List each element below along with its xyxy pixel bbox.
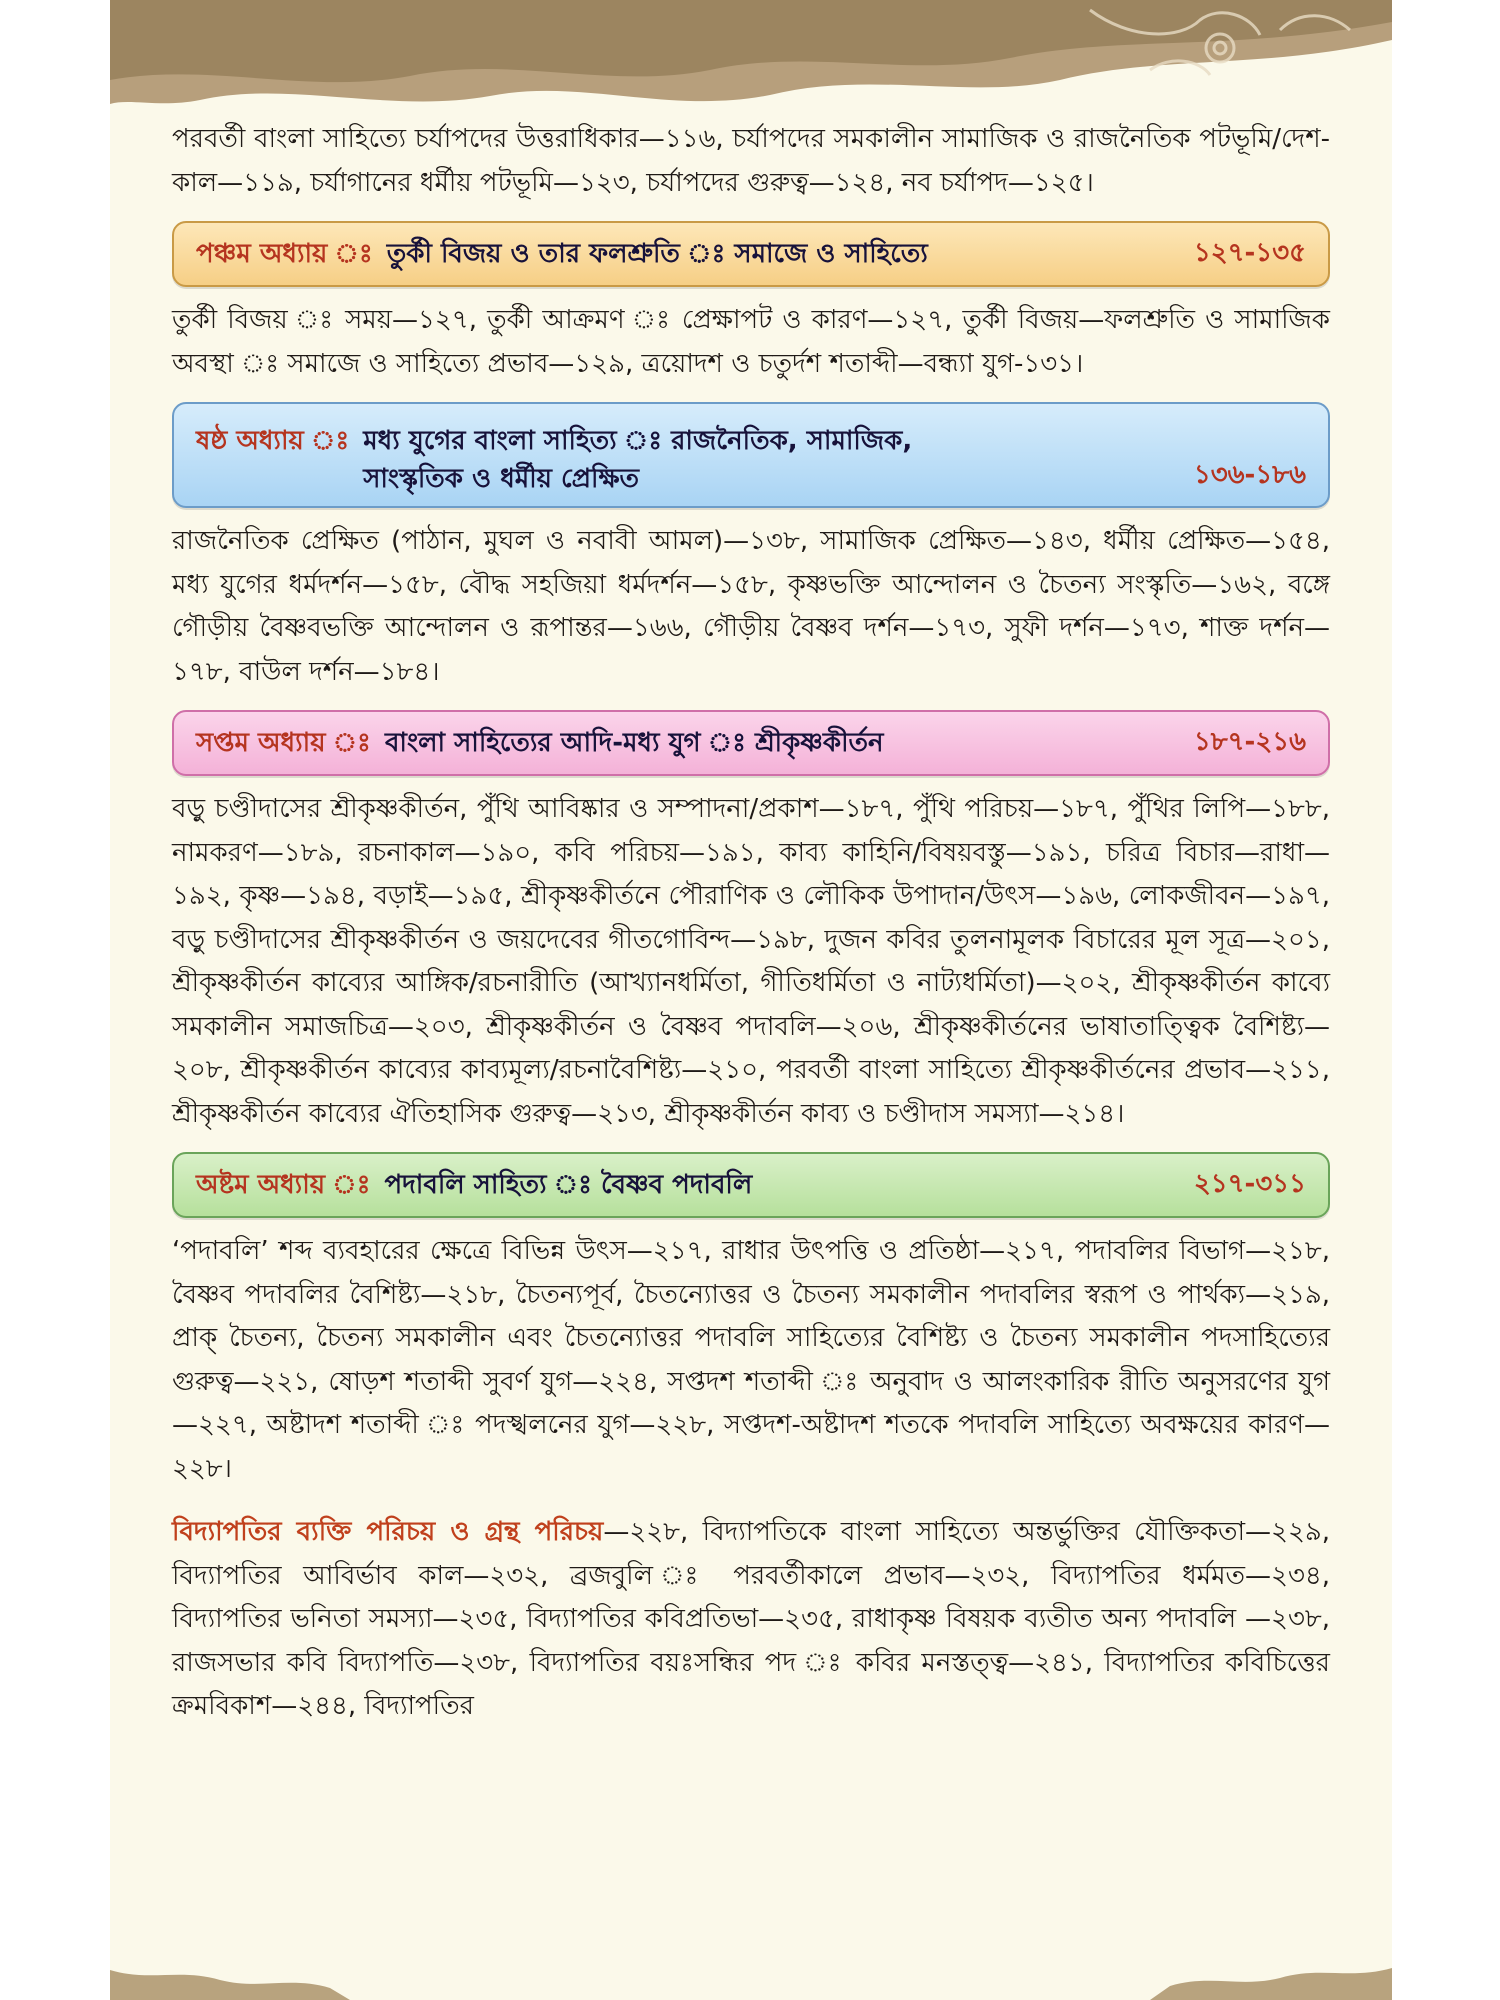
chapter-8-heading	[172, 1152, 1330, 1218]
chapter-label: পঞ্চম অধ্যায় ঃ	[196, 239, 373, 269]
chapter-title-line-2: সাংস্কৃতিক ও ধর্মীয় প্রেক্ষিত	[363, 464, 640, 494]
chapter-6-heading	[172, 402, 1330, 508]
chapter-label: সপ্তম অধ্যায় ঃ	[196, 728, 371, 758]
chapter-page-range: ১২৭-১৩৫	[1193, 238, 1306, 268]
chapter-page-range: ১৩৬-১৮৬	[1193, 460, 1306, 490]
chapter-6-contents: রাজনৈতিক প্রেক্ষিত (পাঠান, মুঘল ও নবাবী আমল)—১৩৮, সামাজিক প্রেক্ষিত—১৪৩, ধর্মীয় প্রেক্ষিত—১৫৪, মধ্য যুগের ধর্মদর্শন—১৫৮, বৌদ্ধ সহজিয়া ধর্মদর্শন—১৫৮, কৃষ্ণভক্তি আন্দোলন ও চৈতন্য সংস্কৃতি—১৬২, বঙ্গে গৌড়ীয় বৈষ্ণবভক্তি আন্দোলন ও রূপান্তর—১৬৬, গৌড়ীয় বৈষ্ণব দর্শন—১৭৩, সুফী দর্শন—১৭৩, শাক্ত দর্শন—১৭৮, বাউল দর্শন—১৮৪।	[172, 526, 1330, 687]
intro-paragraph: পরবর্তী বাংলা সাহিত্যে চর্যাপদের উত্তরাধিকার—১১৬, চর্যাপদের সমকালীন সামাজিক ও রাজনৈতিক পটভূমি/দেশ-কাল—১১৯, চর্যাগানের ধর্মীয় পটভূমি—১২৩, চর্যাপদের গুরুত্ব—১২৪, নব চর্যাপদ—১২৫।	[172, 124, 1330, 198]
book-page	[110, 0, 1392, 2000]
chapter-8-contents: ‘পদাবলি’ শব্দ ব্যবহারের ক্ষেত্রে বিভিন্ন উৎস—২১৭, রাধার উৎপত্তি ও প্রতিষ্ঠা—২১৭, পদাবলির বিভাগ—২১৮, বৈষ্ণব পদাবলির বৈশিষ্ট্য—২১৮, চৈতন্যপূর্ব, চৈতন্যোত্তর ও চৈতন্য সমকালীন পদাবলির স্বরূপ ও পার্থক্য—২১৯, প্রাক্ চৈতন্য, চৈতন্য সমকালীন এবং চৈতন্যোত্তর পদাবলি সাহিত্যের বৈশিষ্ট্য ও চৈতন্য সমকালীন পদসাহিত্যের গুরুত্ব—২২১, ষোড়শ শতাব্দী সুবর্ণ যুগ—২২৪, সপ্তদশ শতাব্দী ঃ অনুবাদ ও আলংকারিক রীতি অনুসরণের যুগ—২২৭, অষ্টাদশ শতাব্দী ঃ পদস্খলনের যুগ—২২৮, সপ্তদশ-অষ্টাদশ শতকে পদাবলি সাহিত্যে অবক্ষয়ের কারণ—২২৮।	[172, 1236, 1330, 1484]
chapter-title: পদাবলি সাহিত্য ঃ বৈষ্ণব পদাবলি	[384, 1170, 753, 1200]
decorative-footer-ornament	[110, 1940, 1392, 2000]
chapter-7-contents: বড়ু চণ্ডীদাসের শ্রীকৃষ্ণকীর্তন, পুঁথি আবিষ্কার ও সম্পাদনা/প্রকাশ—১৮৭, পুঁথি পরিচয়—১৮৭, পুঁথির লিপি—১৮৮, নামকরণ—১৮৯, রচনাকাল—১৯০, কবি পরিচয়—১৯১, কাব্য কাহিনি/বিষয়বস্তু—১৯১, চরিত্র বিচার—রাধা—১৯২, কৃষ্ণ—১৯৪, বড়াই—১৯৫, শ্রীকৃষ্ণকীর্তনে পৌরাণিক ও লৌকিক উপাদান/উৎস—১৯৬, লোকজীবন—১৯৭, বড়ু চণ্ডীদাসের শ্রীকৃষ্ণকীর্তন ও জয়দেবের গীতগোবিন্দ—১৯৮, দুজন কবির তুলনামূলক বিচারের মূল সূত্র—২০১, শ্রীকৃষ্ণকীর্তন কাব্যের আঙ্গিক/রচনারীতি (আখ্যানধর্মিতা, গীতিধর্মিতা ও নাট্যধর্মিতা)—২০২, শ্রীকৃষ্ণকীর্তন কাব্যে সমকালীন সমাজচিত্র—২০৩, শ্রীকৃষ্ণকীর্তন ও বৈষ্ণব পদাবলি—২০৬, শ্রীকৃষ্ণকীর্তনের ভাষাতাত্ত্বিক বৈশিষ্ট্য—২০৮, শ্রীকৃষ্ণকীর্তন কাব্যের কাব্যমূল্য/রচনাবৈশিষ্ট্য—২১০, পরবর্তী বাংলা সাহিত্যে শ্রীকৃষ্ণকীর্তনের প্রভাব—২১১, শ্রীকৃষ্ণকীর্তন কাব্যের ঐতিহাসিক গুরুত্ব—২১৩, শ্রীকৃষ্ণকীর্তন কাব্য ও চণ্ডীদাস সমস্যা—২১৪।	[172, 794, 1330, 1129]
section-contents: —২২৮, বিদ্যাপতিকে বাংলা সাহিত্যে অন্তর্ভুক্তির যৌক্তিকতা—২২৯, বিদ্যাপতির আবির্ভাব কাল—২৩২, ব্রজবুলি ঃ পরবর্তীকালে প্রভাব—২৩২, বিদ্যাপতির ধর্মমত—২৩৪, বিদ্যাপতির ভনিতা সমস্যা—২৩৫, বিদ্যাপতির কবিপ্রতিভা—২৩৫, রাধাকৃষ্ণ বিষয়ক ব্যতীত অন্য পদাবলি —২৩৮, রাজসভার কবি বিদ্যাপতি—২৩৮, বিদ্যাপতির বয়ঃসন্ধির পদ ঃ কবির মনস্তত্ত্ব—২৪১, বিদ্যাপতির কবিচিত্তের ক্রমবিকাশ—২৪৪, বিদ্যাপতির	[172, 1517, 1330, 1721]
chapter-label: ষষ্ঠ অধ্যায় ঃ	[196, 426, 350, 456]
chapter-title: বাংলা সাহিত্যের আদি-মধ্য যুগ ঃ শ্রীকৃষ্ণকীর্তন	[384, 728, 884, 758]
chapter-page-range: ১৮৭-২১৬	[1193, 727, 1306, 757]
section-heading: বিদ্যাপতির ব্যক্তি পরিচয় ও গ্রন্থ পরিচয়	[172, 1517, 604, 1547]
chapter-title: তুর্কী বিজয় ও তার ফলশ্রুতি ঃ সমাজে ও সাহিত্যে	[386, 239, 928, 269]
chapter-page-range: ২১৭-৩১১	[1193, 1169, 1306, 1199]
chapter-label: অষ্টম অধ্যায় ঃ	[196, 1170, 371, 1200]
vidyapati-section	[172, 1511, 1330, 1729]
decorative-header-ornament	[110, 0, 1392, 120]
chapter-5-contents: তুর্কী বিজয় ঃ সময়—১২৭, তুর্কী আক্রমণ ঃ প্রেক্ষাপট ও কারণ—১২৭, তুর্কী বিজয়—ফলশ্রুতি ও সামাজিক অবস্থা ঃ সমাজে ও সাহিত্যে প্রভাব—১২৯, ত্রয়োদশ ও চতুর্দশ শতাব্দী—বন্ধ্যা যুগ-১৩১।	[172, 305, 1330, 379]
chapter-title	[363, 422, 912, 498]
table-of-contents	[172, 118, 1330, 1729]
chapter-5-heading	[172, 221, 1330, 287]
chapter-7-heading	[172, 710, 1330, 776]
chapter-title-line-1: মধ্য যুগের বাংলা সাহিত্য ঃ রাজনৈতিক, সামাজিক,	[363, 426, 913, 456]
